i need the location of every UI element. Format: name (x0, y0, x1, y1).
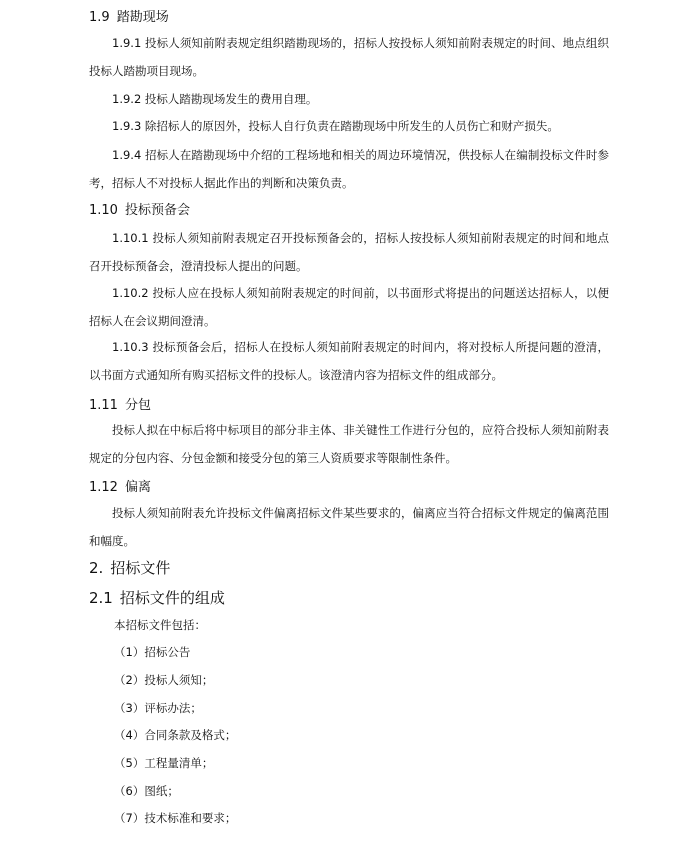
list-item: （5）工程量清单； (114, 756, 214, 770)
paragraph-1-10-3: 1.10.3 投标预备会后，招标人在投标人须知前附表规定的时间内，将对投标人所提问题的澄清，以书面方式通知所有购买招标文件的投标人。该澄清内容为招标文件的组成部分。 (89, 340, 609, 382)
list-item: （4）合同条款及格式； (114, 728, 237, 742)
section-heading-2 (89, 558, 170, 578)
section-number: 1.10 (89, 203, 118, 218)
section-title: 偏离 (124, 480, 151, 495)
section-title: 投标预备会 (124, 203, 190, 218)
list-item: （6）图纸； (114, 784, 179, 798)
section-heading-2-1 (89, 588, 225, 608)
section-number: 1.12 (89, 480, 118, 495)
section-heading-1-11 (89, 397, 151, 415)
section-number: 1.11 (89, 398, 118, 413)
paragraph-1-9-3: 1.9.3 除招标人的原因外，投标人自行负责在踏勘现场中所发生的人员伤亡和财产损失。 (112, 119, 559, 133)
section-title: 招标文件的组成 (119, 589, 225, 607)
section-number: 1.9 (89, 10, 110, 25)
section-number: 2.1 (89, 589, 113, 607)
list-item: （7）技术标准和要求； (114, 811, 237, 825)
paragraph-1-9-2: 1.9.2 投标人踏勘现场发生的费用自理。 (112, 92, 318, 106)
paragraph-1-10-2: 1.10.2 投标人应在投标人须知前附表规定的时间前，以书面形式将提出的问题送达招标人，以便招标人在会议期间澄清。 (89, 286, 609, 328)
paragraph-1-9-4: 1.9.4 招标人在踏勘现场中介绍的工程场地和相关的周边环境情况，供投标人在编制投标文件时参考，招标人不对投标人据此作出的判断和决策负责。 (89, 148, 609, 190)
section-title: 踏勘现场 (116, 10, 169, 25)
section-number: 2. (89, 559, 104, 577)
section-heading-1-9 (89, 9, 169, 27)
section-heading-1-10 (89, 202, 190, 220)
list-item: （1）招标公告 (114, 645, 191, 659)
list-intro: 本招标文件包括： (114, 618, 206, 632)
list-item: （3）评标办法； (114, 701, 202, 715)
section-heading-1-12 (89, 479, 151, 497)
paragraph-1-9-1: 1.9.1 投标人须知前附表规定组织踏勘现场的，招标人按投标人须知前附表规定的时间、地点组织投标人踏勘项目现场。 (89, 36, 609, 78)
paragraph-1-10-1: 1.10.1 投标人须知前附表规定召开投标预备会的，招标人按投标人须知前附表规定的时间和地点召开投标预备会，澄清投标人提出的问题。 (89, 231, 609, 273)
section-title: 分包 (124, 398, 151, 413)
list-item: （2）投标人须知； (114, 673, 214, 687)
paragraph-1-11: 投标人拟在中标后将中标项目的部分非主体、非关键性工作进行分包的，应符合投标人须知前附表规定的分包内容、分包金额和接受分包的第三人资质要求等限制性条件。 (89, 423, 609, 465)
section-title: 招标文件 (110, 559, 171, 577)
paragraph-1-12: 投标人须知前附表允许投标文件偏离招标文件某些要求的，偏离应当符合招标文件规定的偏离范围和幅度。 (89, 506, 609, 548)
